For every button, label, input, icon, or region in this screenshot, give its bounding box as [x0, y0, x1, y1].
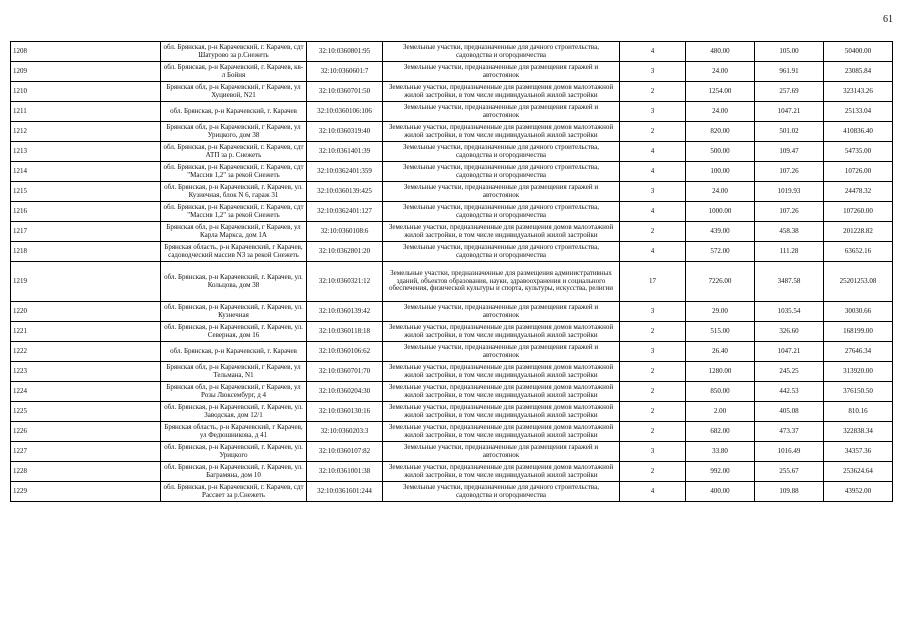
row-number: 1221 [11, 322, 161, 342]
area-cell: 24.00 [686, 62, 755, 82]
address-cell: обл. Брянская, р-н Карачевский, г. Карачев [161, 102, 307, 122]
rate-cell: 105.00 [755, 42, 824, 62]
rate-cell: 442.53 [755, 382, 824, 402]
land-use-cell: Земельные участки, предназначенные для размещения домов малоэтажной жилой застройки, в том числе индивидуальной жилой застройки [383, 122, 620, 142]
row-number: 1211 [11, 102, 161, 122]
cadastral-number-cell: 32:10:0362801:20 [307, 242, 383, 262]
cadastral-number-cell: 32:10:0360203:3 [307, 422, 383, 442]
table-row [11, 242, 893, 262]
group-code-cell: 3 [620, 62, 686, 82]
address-cell: обл. Брянская, р-н Карачевский, г. Карачев, ул. Северная, дом 16 [161, 322, 307, 342]
table-row [11, 342, 893, 362]
table-row [11, 122, 893, 142]
rate-cell: 257.69 [755, 82, 824, 102]
value-cell: 25133.04 [824, 102, 893, 122]
area-cell: 1000.00 [686, 202, 755, 222]
group-code-cell: 3 [620, 302, 686, 322]
cadastral-number-cell: 32:10:0360118:18 [307, 322, 383, 342]
value-cell: 27646.34 [824, 342, 893, 362]
cadastral-number-cell: 32:10:0361601:244 [307, 482, 383, 502]
land-use-cell: Земельные участки, предназначенные для размещения гаражей и автостоянок [383, 102, 620, 122]
address-cell: Брянская область, р-н Карачевский, г Карачев, ул Федюшникова, д 41 [161, 422, 307, 442]
address-cell: Брянская обл, р-н Карачевский, г Карачев, ул Хуциевой, N21 [161, 82, 307, 102]
cadastral-number-cell: 32:10:0360701:50 [307, 82, 383, 102]
area-cell: 439.00 [686, 222, 755, 242]
area-cell: 26.40 [686, 342, 755, 362]
address-cell: обл. Брянская, р-н Карачевский, г. Карачев, сдт Шатурово за р.Снежеть [161, 42, 307, 62]
land-use-cell: Земельные участки, предназначенные для размещения домов малоэтажной жилой застройки, в том числе индивидуальной жилой застройки [383, 82, 620, 102]
table-row [11, 462, 893, 482]
group-code-cell: 3 [620, 442, 686, 462]
land-use-cell: Земельные участки, предназначенные для размещения гаражей и автостоянок [383, 62, 620, 82]
rate-cell: 255.67 [755, 462, 824, 482]
area-cell: 500.00 [686, 142, 755, 162]
row-number: 1222 [11, 342, 161, 362]
land-use-cell: Земельные участки, предназначенные для размещения домов малоэтажной жилой застройки, в том числе индивидуальной жилой застройки [383, 382, 620, 402]
group-code-cell: 2 [620, 82, 686, 102]
rate-cell: 405.08 [755, 402, 824, 422]
land-use-cell: Земельные участки, предназначенные для размещения гаражей и автостоянок [383, 442, 620, 462]
value-cell: 107260.00 [824, 202, 893, 222]
group-code-cell: 2 [620, 362, 686, 382]
land-use-cell: Земельные участки, предназначенные для дачного строительства, садоводства и огородничества [383, 42, 620, 62]
table-row [11, 62, 893, 82]
cadastral-number-cell: 32:10:0360106:106 [307, 102, 383, 122]
row-number: 1219 [11, 262, 161, 302]
land-register-table [10, 41, 893, 502]
value-cell: 43952.00 [824, 482, 893, 502]
land-use-cell: Земельные участки, предназначенные для размещения гаражей и автостоянок [383, 182, 620, 202]
area-cell: 682.00 [686, 422, 755, 442]
row-number: 1209 [11, 62, 161, 82]
row-number: 1217 [11, 222, 161, 242]
value-cell: 323143.26 [824, 82, 893, 102]
address-cell: обл. Брянская, р-н Карачевский, г. Карачев, сдт АТП за р. Снежеть [161, 142, 307, 162]
rate-cell: 245.25 [755, 362, 824, 382]
group-code-cell: 4 [620, 42, 686, 62]
area-cell: 100.00 [686, 162, 755, 182]
value-cell: 50400.00 [824, 42, 893, 62]
land-use-cell: Земельные участки, предназначенные для дачного строительства, садоводства и огородничества [383, 482, 620, 502]
table-row [11, 402, 893, 422]
table-row [11, 362, 893, 382]
cadastral-number-cell: 32:10:0362401:359 [307, 162, 383, 182]
table-row [11, 202, 893, 222]
land-use-cell: Земельные участки, предназначенные для размещения гаражей и автостоянок [383, 342, 620, 362]
area-cell: 572.00 [686, 242, 755, 262]
row-number: 1223 [11, 362, 161, 382]
rate-cell: 1016.49 [755, 442, 824, 462]
address-cell: обл. Брянская, р-н Карачевский, г. Карачев, ул. Заводская, дом 12/1 [161, 402, 307, 422]
group-code-cell: 4 [620, 142, 686, 162]
cadastral-number-cell: 32:10:0360106:62 [307, 342, 383, 362]
area-cell: 400.00 [686, 482, 755, 502]
rate-cell: 326.60 [755, 322, 824, 342]
value-cell: 313920.00 [824, 362, 893, 382]
address-cell: обл. Брянская, р-н Карачевский, г. Карачев, ул. Баграмяна, дом 10 [161, 462, 307, 482]
rate-cell: 1019.93 [755, 182, 824, 202]
land-use-cell: Земельные участки, предназначенные для размещения административных зданий, объектов образования, науки, здравоохранения и социального обеспечения, физической культуры и спорта, культуры, искусства, религии [383, 262, 620, 302]
land-use-cell: Земельные участки, предназначенные для дачного строительства, садоводства и огородничества [383, 242, 620, 262]
group-code-cell: 2 [620, 382, 686, 402]
table-row [11, 42, 893, 62]
rate-cell: 1035.54 [755, 302, 824, 322]
area-cell: 29.00 [686, 302, 755, 322]
address-cell: обл. Брянская, р-н Карачевский, г. Карачев, сдт "Массив 1,2" за рекой Снежеть [161, 162, 307, 182]
table-row [11, 382, 893, 402]
cadastral-number-cell: 32:10:0360107:82 [307, 442, 383, 462]
group-code-cell: 3 [620, 342, 686, 362]
address-cell: обл. Брянская, р-н Карачевский, г. Карачев, кв-л Бойня [161, 62, 307, 82]
row-number: 1214 [11, 162, 161, 182]
group-code-cell: 4 [620, 482, 686, 502]
area-cell: 1280.00 [686, 362, 755, 382]
land-use-cell: Земельные участки, предназначенные для дачного строительства, садоводства и огородничества [383, 202, 620, 222]
cadastral-number-cell: 32:10:0361401:39 [307, 142, 383, 162]
group-code-cell: 4 [620, 202, 686, 222]
area-cell: 820.00 [686, 122, 755, 142]
group-code-cell: 2 [620, 422, 686, 442]
row-number: 1215 [11, 182, 161, 202]
value-cell: 810.16 [824, 402, 893, 422]
address-cell: Брянская обл, р-н Карачевский, г Карачев, ул Розы Люксембург, д 4 [161, 382, 307, 402]
table-row [11, 302, 893, 322]
value-cell: 24478.32 [824, 182, 893, 202]
table-row [11, 102, 893, 122]
row-number: 1226 [11, 422, 161, 442]
row-number: 1208 [11, 42, 161, 62]
row-number: 1213 [11, 142, 161, 162]
row-number: 1229 [11, 482, 161, 502]
group-code-cell: 2 [620, 122, 686, 142]
value-cell: 25201253.08 [824, 262, 893, 302]
area-cell: 2.00 [686, 402, 755, 422]
cadastral-number-cell: 32:10:0360139:42 [307, 302, 383, 322]
group-code-cell: 17 [620, 262, 686, 302]
cadastral-number-cell: 32:10:0360801:95 [307, 42, 383, 62]
cadastral-number-cell: 32:10:0360139:425 [307, 182, 383, 202]
address-cell: обл. Брянская, р-н Карачевский, г. Карачев, ул. Урицкого [161, 442, 307, 462]
land-use-cell: Земельные участки, предназначенные для размещения домов малоэтажной жилой застройки, в том числе индивидуальной жилой застройки [383, 362, 620, 382]
address-cell: обл. Брянская, р-н Карачевский, г. Карачев [161, 342, 307, 362]
rate-cell: 1047.21 [755, 342, 824, 362]
table-body [11, 42, 893, 502]
rate-cell: 111.28 [755, 242, 824, 262]
value-cell: 322838.34 [824, 422, 893, 442]
value-cell: 30030.66 [824, 302, 893, 322]
row-number: 1224 [11, 382, 161, 402]
land-use-cell: Земельные участки, предназначенные для дачного строительства, садоводства и огородничества [383, 142, 620, 162]
rate-cell: 458.38 [755, 222, 824, 242]
row-number: 1228 [11, 462, 161, 482]
area-cell: 992.00 [686, 462, 755, 482]
area-cell: 33.80 [686, 442, 755, 462]
value-cell: 201228.82 [824, 222, 893, 242]
value-cell: 410836.40 [824, 122, 893, 142]
rate-cell: 107.26 [755, 202, 824, 222]
row-number: 1216 [11, 202, 161, 222]
rate-cell: 501.02 [755, 122, 824, 142]
address-cell: обл. Брянская, р-н Карачевский, г. Карачев, ул. Кузнечная, блок N 6, гараж 31 [161, 182, 307, 202]
cadastral-number-cell: 32:10:0360319:40 [307, 122, 383, 142]
value-cell: 376150.50 [824, 382, 893, 402]
row-number: 1225 [11, 402, 161, 422]
table-row [11, 442, 893, 462]
cadastral-number-cell: 32:10:0360601:7 [307, 62, 383, 82]
group-code-cell: 4 [620, 162, 686, 182]
land-use-cell: Земельные участки, предназначенные для дачного строительства, садоводства и огородничества [383, 162, 620, 182]
address-cell: Брянская обл, р-н Карачевский, г Карачев, ул Тельмана, N1 [161, 362, 307, 382]
area-cell: 480.00 [686, 42, 755, 62]
address-cell: обл. Брянская, р-н Карачевский, г. Карачев, сдт "Массив 1,2" за рекой Снежеть [161, 202, 307, 222]
table-row [11, 182, 893, 202]
group-code-cell: 2 [620, 402, 686, 422]
table-row [11, 162, 893, 182]
table-row [11, 422, 893, 442]
rate-cell: 109.88 [755, 482, 824, 502]
cadastral-number-cell: 32:10:0362401:127 [307, 202, 383, 222]
land-use-cell: Земельные участки, предназначенные для размещения домов малоэтажной жилой застройки, в том числе индивидуальной жилой застройки [383, 402, 620, 422]
group-code-cell: 3 [620, 102, 686, 122]
area-cell: 515.00 [686, 322, 755, 342]
value-cell: 23085.84 [824, 62, 893, 82]
cadastral-number-cell: 32:10:0360204:30 [307, 382, 383, 402]
cadastral-number-cell: 32:10:0360321:12 [307, 262, 383, 302]
group-code-cell: 2 [620, 462, 686, 482]
value-cell: 10726.00 [824, 162, 893, 182]
row-number: 1210 [11, 82, 161, 102]
value-cell: 168199.00 [824, 322, 893, 342]
rate-cell: 3487.58 [755, 262, 824, 302]
cadastral-number-cell: 32:10:0361001:38 [307, 462, 383, 482]
address-cell: обл. Брянская, р-н Карачевский, г. Карачев, ул. Кузнечная [161, 302, 307, 322]
group-code-cell: 3 [620, 182, 686, 202]
value-cell: 63652.16 [824, 242, 893, 262]
table-row [11, 142, 893, 162]
table-row [11, 322, 893, 342]
page-number: 61 [883, 14, 893, 25]
rate-cell: 961.91 [755, 62, 824, 82]
area-cell: 24.00 [686, 102, 755, 122]
table-row [11, 82, 893, 102]
value-cell: 253624.64 [824, 462, 893, 482]
land-use-cell: Земельные участки, предназначенные для размещения домов малоэтажной жилой застройки, в том числе индивидуальной жилой застройки [383, 422, 620, 442]
table-row [11, 222, 893, 242]
cadastral-number-cell: 32:10:0360701:70 [307, 362, 383, 382]
group-code-cell: 2 [620, 222, 686, 242]
area-cell: 1254.00 [686, 82, 755, 102]
value-cell: 54735.00 [824, 142, 893, 162]
land-use-cell: Земельные участки, предназначенные для размещения домов малоэтажной жилой застройки, в том числе индивидуальной жилой застройки [383, 322, 620, 342]
table-row [11, 482, 893, 502]
address-cell: Брянская область, р-н Карачевский, г Карачев, садоводческий массив N3 за рекой Снежеть [161, 242, 307, 262]
row-number: 1220 [11, 302, 161, 322]
rate-cell: 107.26 [755, 162, 824, 182]
land-use-cell: Земельные участки, предназначенные для размещения домов малоэтажной жилой застройки, в том числе индивидуальной жилой застройки [383, 222, 620, 242]
rate-cell: 1047.21 [755, 102, 824, 122]
table-row [11, 262, 893, 302]
group-code-cell: 4 [620, 242, 686, 262]
row-number: 1218 [11, 242, 161, 262]
area-cell: 850.00 [686, 382, 755, 402]
land-use-cell: Земельные участки, предназначенные для размещения домов малоэтажной жилой застройки, в том числе индивидуальной жилой застройки [383, 462, 620, 482]
address-cell: обл. Брянская, р-н Карачевский, г. Карачев, сдт Рассвет за р.Снежеть [161, 482, 307, 502]
area-cell: 24.00 [686, 182, 755, 202]
address-cell: Брянская обл, р-н Карачевский, г Карачев, ул Карла Маркса, дом 1А [161, 222, 307, 242]
area-cell: 7226.00 [686, 262, 755, 302]
cadastral-number-cell: 32:10:0360108:6 [307, 222, 383, 242]
rate-cell: 473.37 [755, 422, 824, 442]
row-number: 1212 [11, 122, 161, 142]
cadastral-number-cell: 32:10:0360130:16 [307, 402, 383, 422]
value-cell: 34357.36 [824, 442, 893, 462]
group-code-cell: 2 [620, 322, 686, 342]
row-number: 1227 [11, 442, 161, 462]
address-cell: Брянская обл, р-н Карачевский, г Карачев, ул Урицкого, дом 38 [161, 122, 307, 142]
rate-cell: 109.47 [755, 142, 824, 162]
land-use-cell: Земельные участки, предназначенные для размещения гаражей и автостоянок [383, 302, 620, 322]
address-cell: обл. Брянская, р-н Карачевский, г. Карачев, ул. Кольцова, дом 38 [161, 262, 307, 302]
